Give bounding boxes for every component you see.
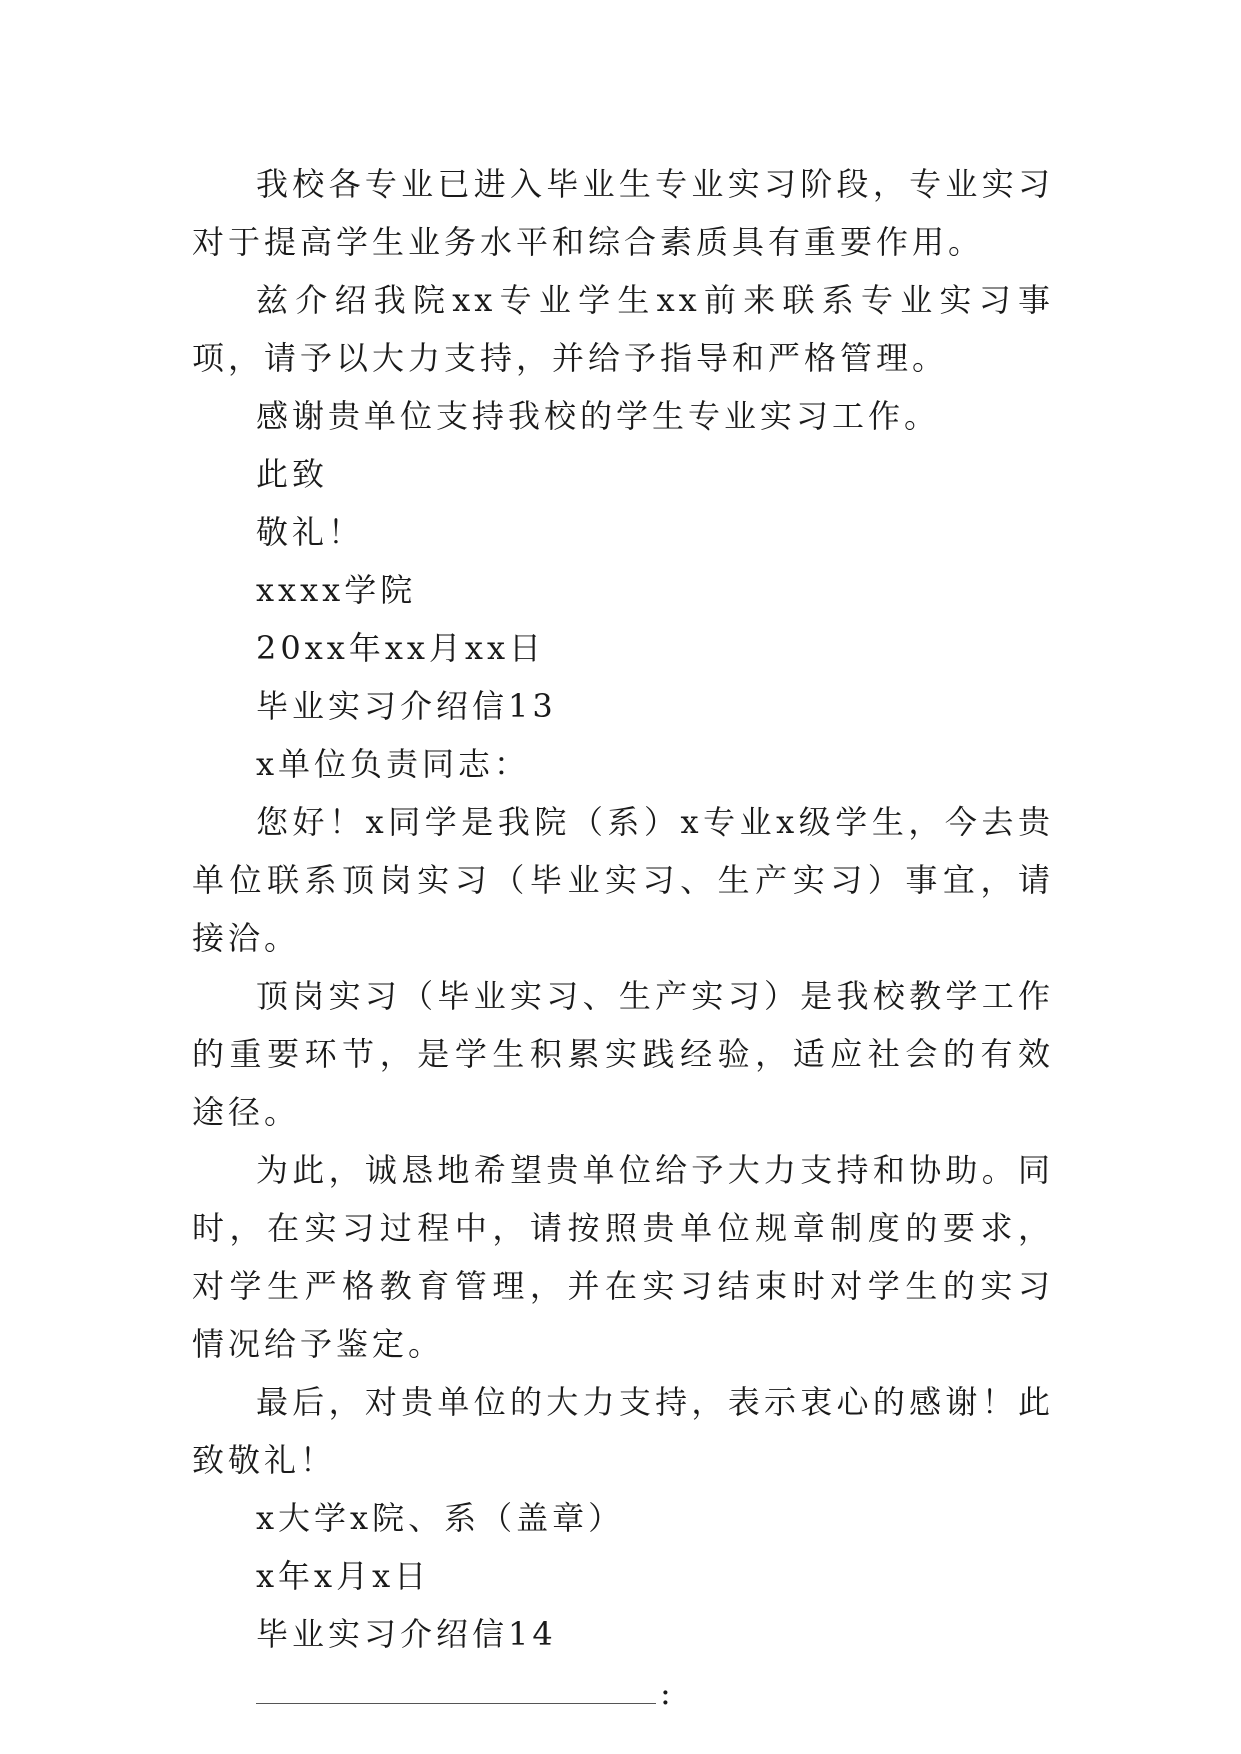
date-line: x年x月x日	[256, 1557, 431, 1595]
closing-line: 此致	[256, 455, 329, 493]
letter-paragraph: 最后，对贵单位的大力支持，表示衷心的感谢！此致敬礼！	[192, 1383, 1054, 1479]
signer: xxxx学院	[256, 571, 417, 609]
blank-underline	[256, 1663, 656, 1704]
salutation-colon: :	[660, 1674, 675, 1712]
letter-paragraph: 感谢贵单位支持我校的学生专业实习工作。	[256, 397, 941, 435]
letter-paragraph: 兹介绍我院xx专业学生xx前来联系专业实习事项，请予以大力支持，并给予指导和严格管理。	[192, 281, 1054, 377]
date-line: 20xx年xx月xx日	[256, 629, 546, 667]
letter-paragraph: 为此，诚恳地希望贵单位给予大力支持和协助。同时，在实习过程中，请按照贵单位规章制度的要求，对学生严格教育管理，并在实习结束时对学生的实习情况给予鉴定。	[192, 1151, 1054, 1363]
section-title: 毕业实习介绍信13	[256, 687, 557, 725]
salutation-blank-line	[192, 1663, 1054, 1722]
section-title: 毕业实习介绍信14	[256, 1615, 557, 1653]
salutation: x单位负责同志：	[256, 745, 531, 783]
document-body	[192, 155, 1054, 1722]
signer: x大学x院、系（盖章）	[256, 1499, 625, 1537]
letter-paragraph: 我校各专业已进入毕业生专业实习阶段，专业实习对于提高学生业务水平和综合素质具有重要作用。	[192, 165, 1054, 261]
letter-paragraph: 顶岗实习（毕业实习、生产实习）是我校教学工作的重要环节，是学生积累实践经验，适应社会的有效途径。	[192, 977, 1054, 1131]
closing-line: 敬礼！	[256, 513, 365, 551]
letter-paragraph: 您好！x同学是我院（系）x专业x级学生，今去贵单位联系顶岗实习（毕业实习、生产实习）事宜，请接洽。	[192, 803, 1054, 957]
